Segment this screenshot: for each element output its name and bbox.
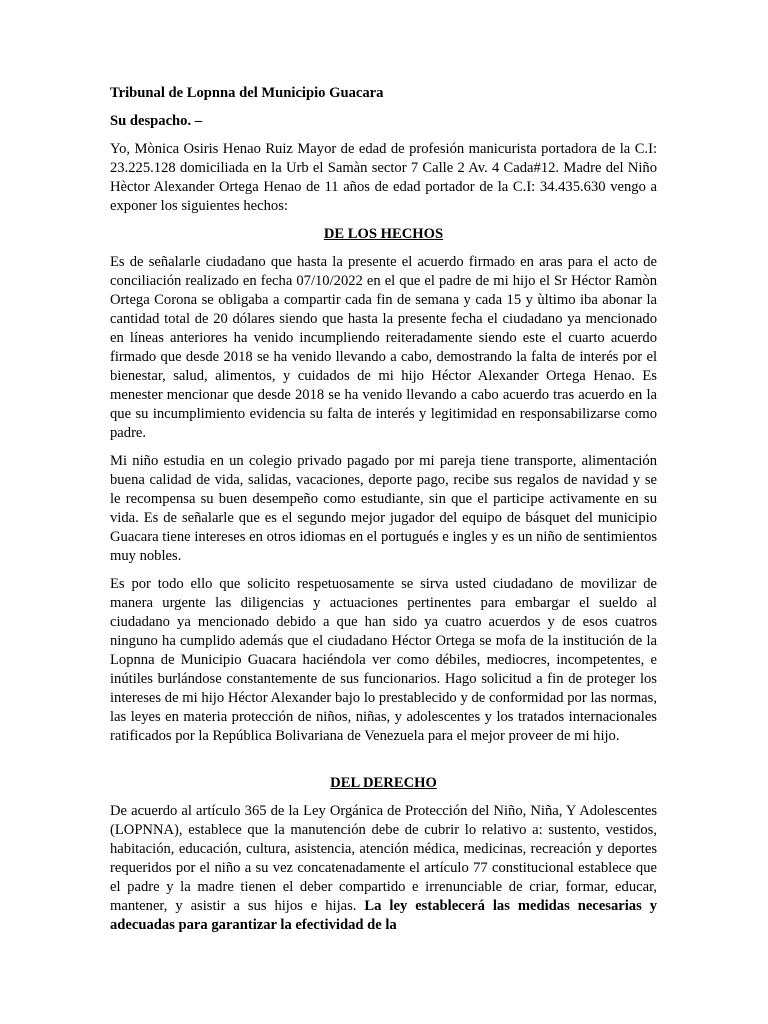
- law-paragraph-1: [110, 802, 657, 935]
- salutation: Su despacho. –: [110, 113, 203, 129]
- section-heading-facts: DE LOS HECHOS: [323, 226, 444, 242]
- law-paragraph-text: De acuerdo al artículo 365 de la Ley Orgánica de Protección del Niño, Niña, Y Adolescentes (LOPNNA), establece que la manutención debe de cubrir lo relativo a: sustento, vestidos, habitación, educación, cultura, asistencia, atención médica, medicinas, recreación y deportes requeridos por el niño a su vez concatenadamente el artículo 77 constitucional establece que el padre y la madre tienen el deber compartido e irrenunciable de criar, formar, educar, mantener, y asistir a sus hijos e hijas.: [110, 803, 657, 914]
- document-page: [110, 84, 657, 944]
- law-paragraph-bold-text: La ley establecerá las medidas necesarias y adecuadas para garantizar la efectividad de la: [110, 898, 658, 933]
- section-heading-law: DEL DERECHO: [330, 775, 437, 791]
- addressee: Tribunal de Lopnna del Municipio Guacara: [110, 85, 384, 101]
- intro-paragraph: Yo, Mònica Osiris Henao Ruiz Mayor de edad de profesión manicurista portadora de la C.I: 23.225.128 domiciliada en la Urb el Samàn sector 7 Calle 2 Av. 4 Cada#12. Madre del Niño Hèctor Alexander Ortega Henao de 11 años de edad portador de la C.I: 34.435.630 vengo a exponer los siguientes hechos:: [110, 141, 657, 214]
- facts-paragraph-3: Es por todo ello que solicito respetuosamente se sirva usted ciudadano de movilizar de manera urgente las diligencias y actuaciones pertinentes para embargar el sueldo al ciudadano ya mencionado debido a que han sido ya cuatro acuerdos y de esos cuatros ninguno ha cumplido además que el ciudadano Héctor Ortega se mofa de la institución de la Lopnna de Municipio Guacara haciéndola ver como débiles, mediocres, incompetentes, e inútiles burlándose constantemente de sus funcionarios. Hago solicitud a fin de proteger los intereses de mi hijo Héctor Alexander bajo lo prestablecido y de conformidad por las normas, las leyes en materia protección de niños, niñas, y adolescentes y los tratados internacionales ratificados por la República Bolivariana de Venezuela para el mejor proveer de mi hijo.: [110, 576, 657, 744]
- facts-paragraph-2: Mi niño estudia en un colegio privado pagado por mi pareja tiene transporte, alimentación buena calidad de vida, salidas, vacaciones, deporte pago, recibe sus regalos de navidad y se le recompensa su buen desempeño como estudiante, sin que el participe activamente en su vida. Es de señalarle que es el segundo mejor jugador del equipo de básquet del municipio Guacara tiene intereses en otros idiomas en el portugués e ingles y es un niño de sentimientos muy nobles.: [110, 453, 657, 564]
- blank-line: [110, 755, 657, 774]
- facts-paragraph-1: Es de señalarle ciudadano que hasta la presente el acuerdo firmado en aras para el acto de conciliación realizado en fecha 07/10/2022 en el que el padre de mi hijo el Sr Héctor Ramòn Ortega Corona se obligaba a compartir cada fin de semana y cada 15 y ùltimo iba abonar la cantidad total de 20 dólares siendo que hasta la presente fecha el ciudadano ya mencionado en líneas anteriores ha venido incumpliendo reiteradamente siendo este el cuarto acuerdo firmado que desde 2018 se ha venido llevando a cabo, demostrando la falta de interés por el bienestar, salud, alimentos, y cuidados de mi hijo Héctor Alexander Ortega Henao. Es menester mencionar que desde 2018 se ha venido llevando a cabo acuerdo tras acuerdo en la que su incumplimiento evidencia su falta de interés y legitimidad en responsabilizarse como padre.: [110, 254, 657, 441]
